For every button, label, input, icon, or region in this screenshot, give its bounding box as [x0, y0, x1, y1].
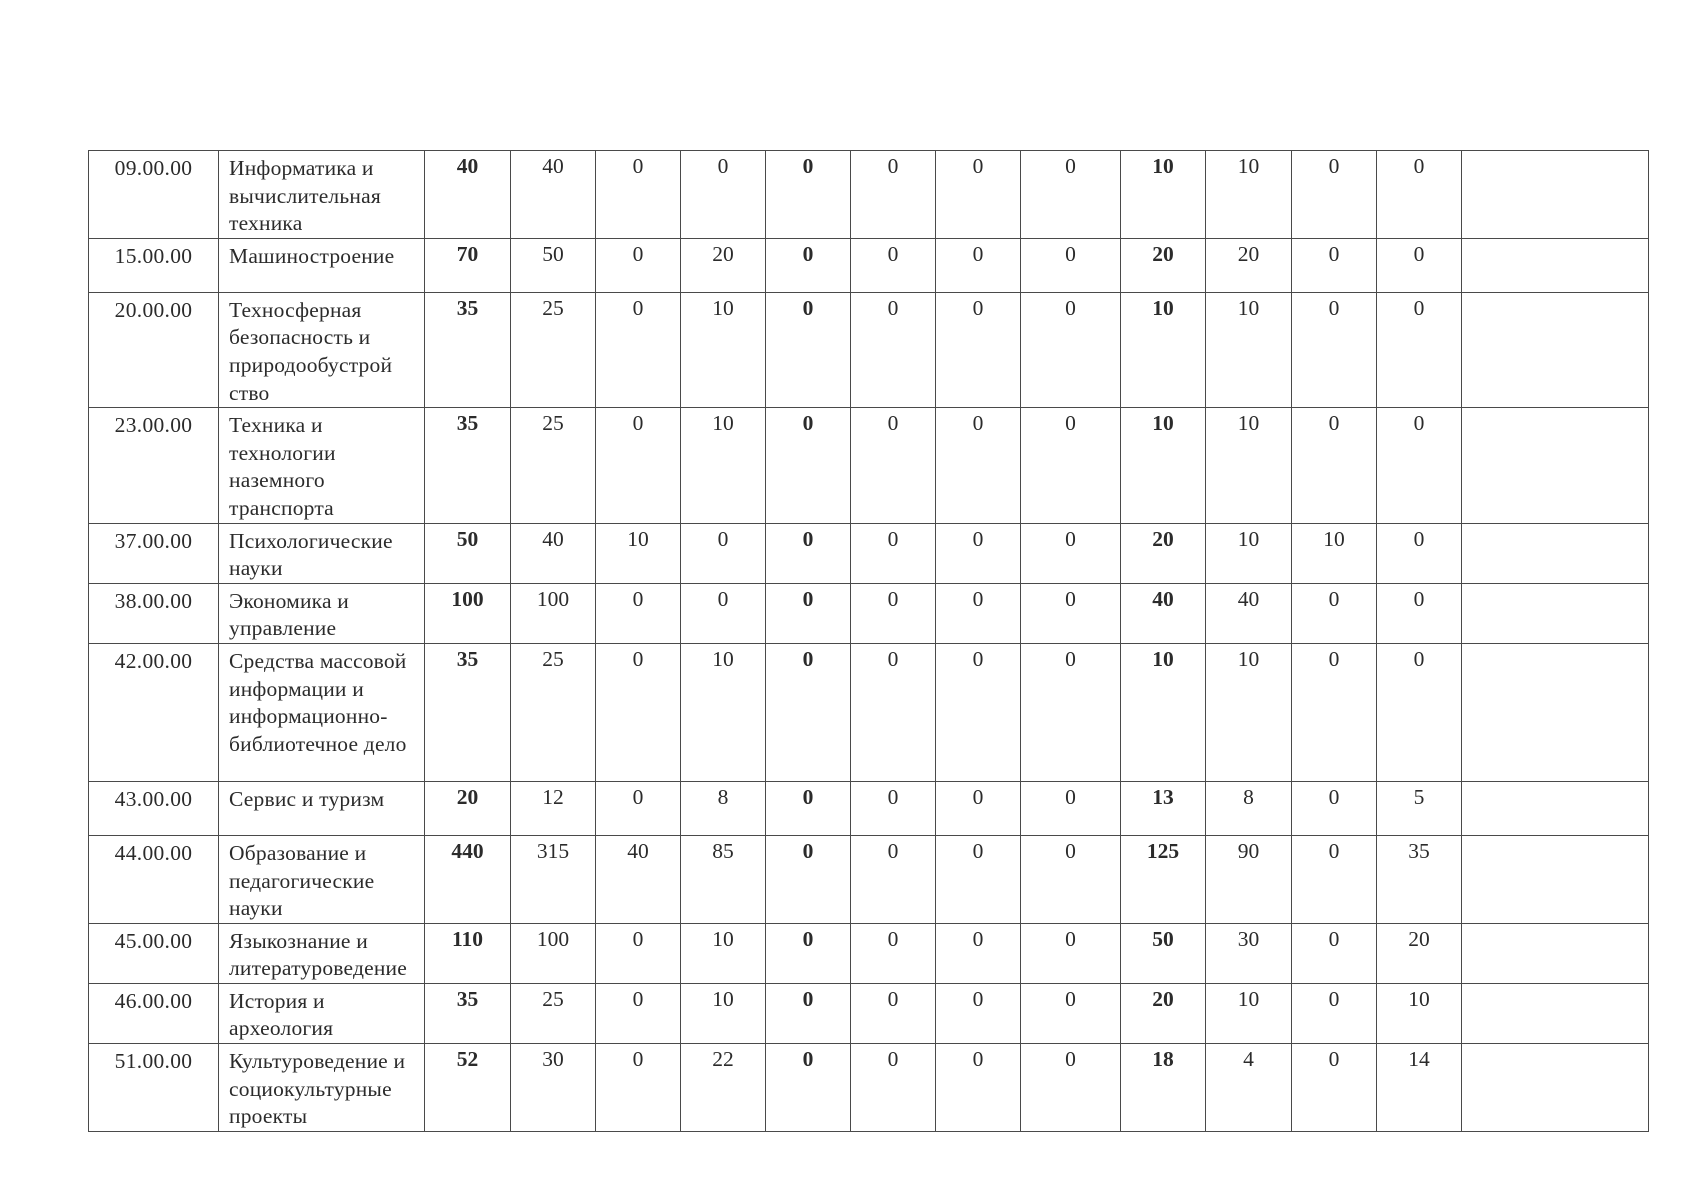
table-row	[89, 238, 1649, 292]
value-cell: 0	[936, 643, 1021, 781]
note-cell	[1462, 835, 1649, 923]
value-cell: 35	[1377, 835, 1462, 923]
value-cell: 40	[1206, 583, 1292, 643]
value-cell: 0	[766, 408, 851, 523]
value-cell: 5	[1377, 781, 1462, 835]
value-cell: 25	[511, 292, 596, 407]
value-cell: 0	[851, 835, 936, 923]
note-cell	[1462, 643, 1649, 781]
value-cell: 0	[1292, 408, 1377, 523]
value-cell: 50	[425, 523, 511, 583]
specialty-code: 20.00.00	[89, 292, 219, 407]
value-cell: 0	[1021, 151, 1121, 239]
specialty-code: 23.00.00	[89, 408, 219, 523]
specialty-name: Психологические науки	[219, 523, 425, 583]
value-cell: 30	[511, 1044, 596, 1132]
table-row	[89, 151, 1649, 239]
note-cell	[1462, 1044, 1649, 1132]
value-cell: 0	[936, 1044, 1021, 1132]
value-cell: 50	[511, 238, 596, 292]
value-cell: 0	[1021, 238, 1121, 292]
value-cell: 40	[596, 835, 681, 923]
value-cell: 4	[1206, 1044, 1292, 1132]
value-cell: 10	[1121, 151, 1206, 239]
value-cell: 0	[851, 923, 936, 983]
value-cell: 0	[1377, 151, 1462, 239]
value-cell: 10	[1206, 983, 1292, 1043]
specialty-name: Сервис и туризм	[219, 781, 425, 835]
value-cell: 100	[511, 583, 596, 643]
value-cell: 0	[1292, 781, 1377, 835]
value-cell: 0	[596, 238, 681, 292]
value-cell: 0	[1021, 292, 1121, 407]
value-cell: 0	[1021, 408, 1121, 523]
value-cell: 10	[681, 292, 766, 407]
specialty-name: Техника и технологии наземного транспорта	[219, 408, 425, 523]
value-cell: 0	[851, 583, 936, 643]
value-cell: 0	[766, 292, 851, 407]
value-cell: 40	[1121, 583, 1206, 643]
table-row	[89, 523, 1649, 583]
value-cell: 100	[425, 583, 511, 643]
value-cell: 0	[936, 408, 1021, 523]
value-cell: 25	[511, 643, 596, 781]
value-cell: 0	[936, 292, 1021, 407]
value-cell: 0	[1377, 238, 1462, 292]
value-cell: 20	[1121, 983, 1206, 1043]
table-row	[89, 835, 1649, 923]
specialty-table	[88, 150, 1649, 1132]
value-cell: 20	[1377, 923, 1462, 983]
note-cell	[1462, 523, 1649, 583]
value-cell: 0	[1292, 292, 1377, 407]
specialty-code: 45.00.00	[89, 923, 219, 983]
specialty-name: История и археология	[219, 983, 425, 1043]
value-cell: 13	[1121, 781, 1206, 835]
table-row	[89, 983, 1649, 1043]
value-cell: 0	[1021, 1044, 1121, 1132]
specialty-code: 09.00.00	[89, 151, 219, 239]
value-cell: 0	[681, 151, 766, 239]
specialty-code: 38.00.00	[89, 583, 219, 643]
value-cell: 10	[1377, 983, 1462, 1043]
value-cell: 0	[1021, 983, 1121, 1043]
value-cell: 40	[425, 151, 511, 239]
specialty-name: Культуроведение и социокультурные проекты	[219, 1044, 425, 1132]
value-cell: 0	[596, 923, 681, 983]
value-cell: 14	[1377, 1044, 1462, 1132]
value-cell: 440	[425, 835, 511, 923]
value-cell: 50	[1121, 923, 1206, 983]
value-cell: 10	[1206, 523, 1292, 583]
value-cell: 0	[936, 238, 1021, 292]
table-row	[89, 292, 1649, 407]
note-cell	[1462, 983, 1649, 1043]
value-cell: 90	[1206, 835, 1292, 923]
value-cell: 30	[1206, 923, 1292, 983]
value-cell: 0	[1377, 643, 1462, 781]
note-cell	[1462, 583, 1649, 643]
value-cell: 25	[511, 983, 596, 1043]
value-cell: 10	[681, 923, 766, 983]
value-cell: 0	[1377, 408, 1462, 523]
table-row	[89, 923, 1649, 983]
value-cell: 0	[766, 835, 851, 923]
value-cell: 315	[511, 835, 596, 923]
value-cell: 0	[851, 781, 936, 835]
value-cell: 0	[851, 151, 936, 239]
value-cell: 0	[851, 408, 936, 523]
value-cell: 0	[766, 781, 851, 835]
specialty-name: Языкознание и литературоведение	[219, 923, 425, 983]
value-cell: 35	[425, 408, 511, 523]
specialty-name: Образование и педагогические науки	[219, 835, 425, 923]
value-cell: 10	[1292, 523, 1377, 583]
value-cell: 8	[681, 781, 766, 835]
value-cell: 0	[1292, 643, 1377, 781]
value-cell: 35	[425, 292, 511, 407]
value-cell: 0	[1292, 1044, 1377, 1132]
value-cell: 0	[1021, 523, 1121, 583]
specialty-name: Средства массовой информации и информационно-библиотечное дело	[219, 643, 425, 781]
specialty-code: 51.00.00	[89, 1044, 219, 1132]
value-cell: 0	[681, 523, 766, 583]
value-cell: 10	[1206, 292, 1292, 407]
value-cell: 0	[766, 923, 851, 983]
value-cell: 35	[425, 643, 511, 781]
specialty-code: 42.00.00	[89, 643, 219, 781]
value-cell: 40	[511, 151, 596, 239]
value-cell: 10	[596, 523, 681, 583]
value-cell: 20	[681, 238, 766, 292]
specialty-code: 46.00.00	[89, 983, 219, 1043]
value-cell: 0	[766, 643, 851, 781]
specialty-name: Техносферная безопасность и природообустрой ство	[219, 292, 425, 407]
value-cell: 0	[936, 523, 1021, 583]
value-cell: 10	[1206, 643, 1292, 781]
specialty-code: 44.00.00	[89, 835, 219, 923]
value-cell: 0	[1292, 583, 1377, 643]
note-cell	[1462, 408, 1649, 523]
specialty-code: 37.00.00	[89, 523, 219, 583]
value-cell: 40	[511, 523, 596, 583]
value-cell: 10	[681, 983, 766, 1043]
table-row	[89, 583, 1649, 643]
value-cell: 10	[681, 408, 766, 523]
value-cell: 0	[936, 781, 1021, 835]
value-cell: 0	[1292, 151, 1377, 239]
value-cell: 0	[1021, 781, 1121, 835]
table-row	[89, 1044, 1649, 1132]
value-cell: 0	[596, 1044, 681, 1132]
value-cell: 0	[936, 923, 1021, 983]
value-cell: 0	[851, 523, 936, 583]
value-cell: 0	[766, 238, 851, 292]
specialty-name: Информатика и вычислительная техника	[219, 151, 425, 239]
value-cell: 70	[425, 238, 511, 292]
value-cell: 10	[681, 643, 766, 781]
value-cell: 10	[1206, 151, 1292, 239]
specialty-name: Экономика и управление	[219, 583, 425, 643]
value-cell: 0	[1377, 292, 1462, 407]
value-cell: 0	[596, 292, 681, 407]
note-cell	[1462, 923, 1649, 983]
value-cell: 0	[1377, 523, 1462, 583]
value-cell: 0	[596, 983, 681, 1043]
value-cell: 0	[1021, 923, 1121, 983]
value-cell: 0	[851, 238, 936, 292]
value-cell: 52	[425, 1044, 511, 1132]
value-cell: 35	[425, 983, 511, 1043]
value-cell: 0	[596, 781, 681, 835]
value-cell: 0	[596, 583, 681, 643]
specialty-name: Машиностроение	[219, 238, 425, 292]
note-cell	[1462, 781, 1649, 835]
note-cell	[1462, 151, 1649, 239]
value-cell: 110	[425, 923, 511, 983]
value-cell: 0	[936, 151, 1021, 239]
value-cell: 0	[936, 835, 1021, 923]
value-cell: 85	[681, 835, 766, 923]
value-cell: 0	[681, 583, 766, 643]
value-cell: 0	[851, 292, 936, 407]
specialty-code: 15.00.00	[89, 238, 219, 292]
value-cell: 100	[511, 923, 596, 983]
value-cell: 12	[511, 781, 596, 835]
value-cell: 0	[936, 583, 1021, 643]
value-cell: 0	[766, 583, 851, 643]
note-cell	[1462, 238, 1649, 292]
value-cell: 125	[1121, 835, 1206, 923]
value-cell: 0	[1021, 643, 1121, 781]
value-cell: 0	[851, 983, 936, 1043]
value-cell: 0	[1377, 583, 1462, 643]
value-cell: 0	[851, 643, 936, 781]
value-cell: 10	[1206, 408, 1292, 523]
value-cell: 0	[1292, 835, 1377, 923]
value-cell: 0	[1021, 583, 1121, 643]
value-cell: 0	[851, 1044, 936, 1132]
value-cell: 0	[1292, 983, 1377, 1043]
value-cell: 0	[1021, 835, 1121, 923]
value-cell: 22	[681, 1044, 766, 1132]
value-cell: 0	[596, 151, 681, 239]
value-cell: 20	[1121, 523, 1206, 583]
value-cell: 20	[425, 781, 511, 835]
specialty-code: 43.00.00	[89, 781, 219, 835]
value-cell: 0	[766, 523, 851, 583]
value-cell: 0	[766, 151, 851, 239]
table-row	[89, 643, 1649, 781]
note-cell	[1462, 292, 1649, 407]
value-cell: 0	[1292, 238, 1377, 292]
value-cell: 20	[1206, 238, 1292, 292]
value-cell: 0	[596, 408, 681, 523]
value-cell: 0	[766, 983, 851, 1043]
value-cell: 0	[766, 1044, 851, 1132]
value-cell: 8	[1206, 781, 1292, 835]
value-cell: 10	[1121, 292, 1206, 407]
value-cell: 20	[1121, 238, 1206, 292]
value-cell: 0	[596, 643, 681, 781]
value-cell: 0	[1292, 923, 1377, 983]
table-row	[89, 408, 1649, 523]
value-cell: 0	[936, 983, 1021, 1043]
value-cell: 10	[1121, 408, 1206, 523]
table-row	[89, 781, 1649, 835]
value-cell: 18	[1121, 1044, 1206, 1132]
value-cell: 25	[511, 408, 596, 523]
value-cell: 10	[1121, 643, 1206, 781]
